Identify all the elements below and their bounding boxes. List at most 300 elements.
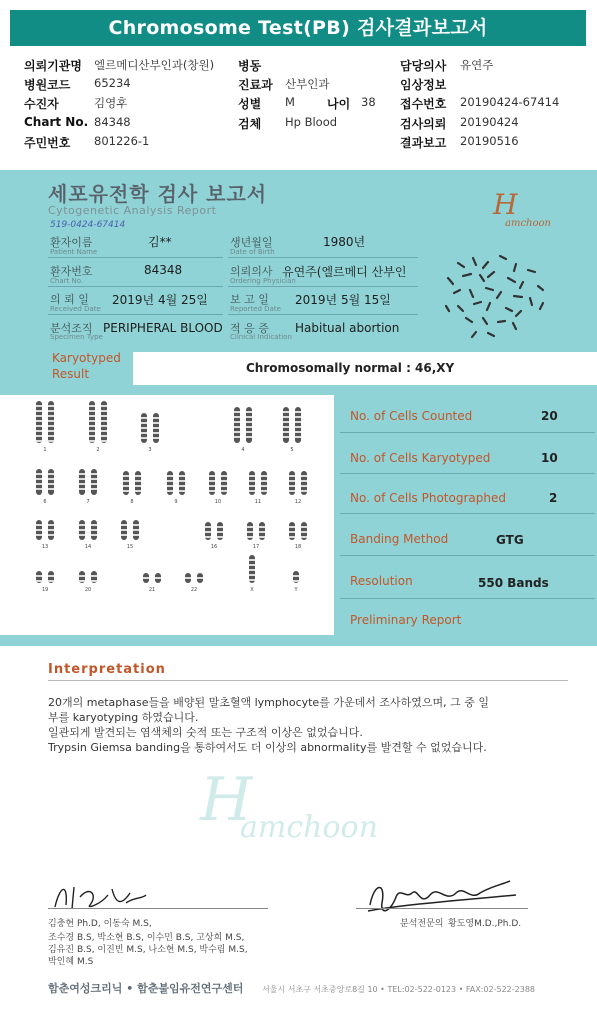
chromosome-band — [283, 436, 289, 438]
chromosome-band — [101, 430, 107, 432]
chromosome-number: 14 — [84, 544, 92, 550]
info-label: 병동 — [238, 59, 262, 73]
report-kr-title: 세포유전학 검사 보고서 — [48, 182, 268, 206]
chromosome-band — [295, 426, 301, 428]
specialist-name: 황도영M.D.,Ph.D. — [448, 919, 522, 929]
chromosome-band — [221, 490, 227, 492]
chromosome-band — [205, 531, 211, 533]
chromosome-band — [295, 411, 301, 413]
chromosome-number: 3 — [148, 447, 152, 453]
chromosome-band — [135, 480, 141, 482]
chromosome-band — [246, 426, 252, 428]
chromosome-number: 7 — [86, 499, 90, 505]
chromosome-band — [153, 417, 159, 419]
chromosome-number: 10 — [214, 499, 222, 505]
field-label: 생년월일 — [230, 236, 273, 249]
divider — [48, 680, 568, 681]
divider — [340, 513, 595, 514]
chromosome-band — [301, 475, 307, 477]
signature-line — [356, 908, 528, 909]
chromosome-band — [249, 569, 255, 571]
chromosome-band — [249, 579, 255, 581]
chromosome-band — [48, 430, 54, 432]
clinic-name: 함춘여성크리닉 • 함춘불임유전연구센터 — [48, 982, 244, 995]
chromosome-band — [247, 536, 253, 538]
info-label: 진료과 — [238, 78, 273, 92]
chromosome-band — [249, 480, 255, 482]
chromosome-band — [48, 440, 54, 442]
chromosome-band — [289, 531, 295, 533]
chromosome-band — [259, 536, 265, 538]
clinic-address: 서울시 서초구 서초중앙로8길 10 • TEL:02-522-0123 • FAX:02-522-2388 — [262, 985, 536, 994]
chromosome-band — [36, 483, 42, 485]
chromosome-band — [234, 426, 240, 428]
chromosome-band — [101, 420, 107, 422]
chromosome-band — [101, 410, 107, 412]
chromosome-band — [36, 478, 42, 480]
chromosome-band — [293, 575, 299, 577]
patient-name: 김** — [148, 235, 172, 249]
chromosome-band — [301, 531, 307, 533]
chromosome-number: 20 — [84, 587, 92, 593]
chromosome-band — [259, 531, 265, 533]
chromosome-number: 17 — [252, 544, 260, 550]
chromosome-band — [48, 534, 54, 536]
chromosome-band — [249, 475, 255, 477]
chromosome-band — [249, 574, 255, 576]
chromosome-band — [141, 432, 147, 434]
chromosome-band — [135, 485, 141, 487]
chromosome-band — [79, 478, 85, 480]
chromosome-number: 2 — [96, 447, 100, 453]
received-date: 2019년 4월 25일 — [112, 293, 208, 307]
field-en-label: Date of Birth — [230, 248, 275, 256]
chromosome-number: 18 — [294, 544, 302, 550]
info-value: 20190424-67414 — [460, 95, 560, 109]
chromosome-band — [249, 564, 255, 566]
info-value: 산부인과 — [285, 77, 330, 91]
chromosome-band — [79, 575, 85, 577]
chromosome-band — [249, 559, 255, 561]
divider — [228, 286, 418, 287]
chromosome-band — [289, 485, 295, 487]
info-value: 20190516 — [460, 134, 519, 148]
chromosome-band — [91, 575, 97, 577]
chromosome-band — [79, 534, 85, 536]
chromosome-band — [101, 415, 107, 417]
interpretation-title: Interpretation — [48, 662, 166, 677]
chromosome-band — [79, 524, 85, 526]
info-label: 검체 — [238, 117, 262, 131]
info-label: 주민번호 — [24, 136, 71, 150]
field-label: 의 뢰 일 — [50, 293, 89, 306]
info-label: 수진자 — [24, 97, 59, 111]
chromosome-band — [91, 488, 97, 490]
hamchoon-logo — [485, 188, 565, 238]
chromosome-band — [48, 483, 54, 485]
staff-names: 김충현 Ph.D, 이동숙 M.S, — [48, 919, 152, 929]
chromosome-band — [133, 529, 139, 531]
chromosome-band — [36, 410, 42, 412]
karyotyped-result-label — [52, 350, 121, 382]
chromosome-band — [167, 485, 173, 487]
divider — [228, 257, 418, 258]
chromosome-band — [283, 411, 289, 413]
report-en-title: Cytogenetic Analysis Report — [48, 204, 217, 217]
chromosome-band — [217, 536, 223, 538]
right-signature — [360, 875, 520, 920]
divider — [48, 314, 223, 315]
hamchoon-watermark — [200, 765, 420, 865]
chromosome-band — [48, 580, 54, 582]
chromosome-band — [234, 421, 240, 423]
chromosome-band — [234, 431, 240, 433]
chromosome-band — [48, 524, 54, 526]
chromosome-band — [101, 425, 107, 427]
chromosome-band — [197, 577, 203, 579]
chromosome-band — [179, 485, 185, 487]
chromosome-band — [141, 437, 147, 439]
chromosome-number: 9 — [174, 499, 178, 505]
chart-number: 84348 — [144, 263, 183, 277]
chromosome-band — [301, 485, 307, 487]
stats-label: Preliminary Report — [350, 613, 462, 627]
chromosome-band — [246, 436, 252, 438]
chromosome-band — [301, 536, 307, 538]
chromosome-band — [89, 420, 95, 422]
watermark-text: amchoon — [240, 810, 378, 845]
report-title: Chromosome Test(PB) 검사결과보고서 — [10, 10, 586, 46]
age-value: 38 — [361, 95, 376, 109]
chromosome-band — [153, 422, 159, 424]
specimen-type: PERIPHERAL BLOOD — [103, 321, 223, 335]
chromosome-band — [301, 480, 307, 482]
chromosome-band — [123, 480, 129, 482]
chromosome-band — [153, 432, 159, 434]
chromosome-band — [259, 526, 265, 528]
divider — [340, 432, 595, 433]
chromosome-band — [48, 435, 54, 437]
chromosome-band — [36, 529, 42, 531]
chromosome-band — [91, 534, 97, 536]
info-value: M — [285, 95, 295, 109]
chromosome-band — [101, 440, 107, 442]
chromosome-band — [121, 534, 127, 536]
stats-label: No. of Cells Photographed — [350, 491, 506, 505]
chromosome-band — [261, 480, 267, 482]
interpretation-line: 일관되게 발견되는 염색체의 숫적 또는 구조적 이상은 없었습니다. — [48, 726, 363, 739]
specialist-label: 분석전문의 — [400, 919, 444, 929]
stats-value: 2 — [549, 491, 558, 505]
chromosome-band — [121, 524, 127, 526]
chromosome-band — [48, 575, 54, 577]
chromosome-band — [141, 417, 147, 419]
divider — [48, 257, 223, 258]
chromosome-band — [36, 430, 42, 432]
chromosome-band — [101, 405, 107, 407]
info-value: 84348 — [94, 115, 131, 129]
karyotyped-label-line2: Result — [52, 367, 90, 381]
chromosome-band — [234, 416, 240, 418]
chromosome-band — [36, 524, 42, 526]
chromosome-band — [36, 473, 42, 475]
field-en-label: Chart No. — [50, 277, 84, 285]
chromosome-band — [101, 435, 107, 437]
chromosome-band — [79, 483, 85, 485]
chromosome-band — [79, 529, 85, 531]
interpretation-line: Trypsin Giemsa banding을 통하여서도 더 이상의 abnormality를 발견할 수 없었습니다. — [48, 741, 487, 754]
chromosome-band — [89, 440, 95, 442]
chromosome-number: 16 — [210, 544, 218, 550]
chromosome-number: 1 — [43, 447, 47, 453]
chromosome-band — [89, 405, 95, 407]
chromosome-band — [246, 411, 252, 413]
chromosome-band — [153, 427, 159, 429]
chromosome-band — [143, 577, 149, 579]
chromosome-band — [234, 436, 240, 438]
field-label: 보 고 일 — [230, 293, 269, 306]
chromosome-band — [295, 416, 301, 418]
info-label: Chart No. — [24, 115, 89, 129]
divider — [228, 314, 418, 315]
karyotype-result: Chromosomally normal : 46,XY — [246, 361, 455, 375]
stats-value: GTG — [496, 533, 524, 547]
field-en-label: Specimen Type — [50, 333, 103, 341]
chromosome-number: 21 — [148, 587, 156, 593]
chromosome-band — [249, 490, 255, 492]
stats-label: No. of Cells Counted — [350, 409, 473, 423]
chromosome-band — [283, 421, 289, 423]
cytogenetic-report-panel — [0, 170, 597, 646]
chromosome-band — [89, 410, 95, 412]
chromosome-band — [289, 526, 295, 528]
chromosome-band — [89, 415, 95, 417]
info-value: 김영후 — [94, 96, 128, 110]
karyogram-svg — [0, 395, 334, 635]
chromosome-band — [91, 529, 97, 531]
stats-label: Banding Method — [350, 532, 449, 546]
chromosome-band — [295, 421, 301, 423]
chromosome — [79, 469, 85, 495]
chromosome-number: 6 — [43, 499, 47, 505]
chromosome-band — [247, 531, 253, 533]
chromosome-band — [246, 421, 252, 423]
chromosome-band — [289, 490, 295, 492]
clinical-indication: Habitual abortion — [295, 321, 400, 335]
info-label: 검사의뢰 — [400, 117, 447, 131]
staff-names: 조수경 B.S, 박소현 B.S, 이수민 B.S, 고상희 M.S, — [48, 933, 245, 943]
info-label: 결과보고 — [400, 136, 447, 150]
info-label: 병원코드 — [24, 78, 71, 92]
chromosome-band — [36, 425, 42, 427]
chromosome-number: 15 — [126, 544, 134, 550]
chromosome-band — [209, 490, 215, 492]
interpretation-line: 부를 karyotyping 하였습니다. — [48, 711, 199, 724]
chromosome-band — [48, 478, 54, 480]
chromosome-number: Y — [294, 587, 298, 593]
chromosome-band — [36, 405, 42, 407]
signature-line — [48, 908, 268, 909]
chromosome-band — [48, 420, 54, 422]
chromosome-band — [79, 488, 85, 490]
chromosome-band — [246, 416, 252, 418]
result-box — [133, 352, 597, 385]
karyogram-image — [0, 395, 334, 635]
chromosome-band — [221, 480, 227, 482]
chromosome-band — [167, 480, 173, 482]
stats-value: 10 — [541, 451, 558, 465]
chromosome-band — [36, 440, 42, 442]
stats-label: No. of Cells Karyotyped — [350, 451, 491, 465]
stats-label: Resolution — [350, 574, 413, 588]
chromosome-band — [209, 475, 215, 477]
chromosome-band — [247, 526, 253, 528]
field-label: 환자이름 — [50, 236, 93, 249]
info-label: 담당의사 — [400, 59, 447, 73]
chromosome-number: 19 — [41, 587, 49, 593]
chromosome-band — [141, 422, 147, 424]
chromosome-band — [48, 488, 54, 490]
field-en-label: Reported Date — [230, 305, 281, 313]
chromosome-band — [209, 485, 215, 487]
field-label: 의뢰의사 — [230, 265, 273, 278]
chromosome-band — [141, 427, 147, 429]
chromosome-number: X — [250, 587, 254, 593]
chromosome-band — [167, 475, 173, 477]
chromosome-band — [289, 480, 295, 482]
chromosome-band — [185, 577, 191, 579]
chromosome-band — [283, 426, 289, 428]
field-en-label: Ordering Physician — [230, 277, 296, 285]
chromosome-band — [155, 577, 161, 579]
info-label: 접수번호 — [400, 97, 447, 111]
title-bar — [0, 0, 597, 58]
chromosome-band — [89, 435, 95, 437]
chromosome — [91, 469, 97, 495]
chromosome-number: 12 — [294, 499, 302, 505]
field-en-label: Patient Name — [50, 248, 98, 256]
info-value: 65234 — [94, 76, 131, 90]
chromosome-band — [48, 425, 54, 427]
chromosome-band — [121, 529, 127, 531]
chromosome-band — [123, 485, 129, 487]
chromosome-band — [36, 435, 42, 437]
chromosome-band — [289, 475, 295, 477]
chromosome-band — [295, 431, 301, 433]
chromosome-band — [153, 437, 159, 439]
chromosome-band — [91, 483, 97, 485]
chromosome-band — [91, 524, 97, 526]
karyotyped-label-line1: Karyotyped — [52, 351, 121, 365]
chromosome-band — [167, 490, 173, 492]
chromosome-band — [179, 480, 185, 482]
chromosome-band — [36, 575, 42, 577]
interpretation-line: 20개의 metaphase들을 배양된 말초혈액 lymphocyte를 가운데서 조사하였으며, 그 중 일 — [48, 696, 489, 709]
request-info — [0, 55, 597, 155]
chromosome-band — [123, 490, 129, 492]
chromosome-band — [221, 485, 227, 487]
chromosome-band — [261, 490, 267, 492]
chromosome-band — [135, 490, 141, 492]
chromosome — [36, 469, 42, 495]
chromosome-band — [249, 485, 255, 487]
chromosome-band — [205, 536, 211, 538]
chromosome-band — [133, 534, 139, 536]
chromosome-band — [295, 436, 301, 438]
divider — [340, 473, 595, 474]
metaphase-spread-image — [428, 248, 558, 343]
ordering-physician: 유연주(엘르메디 산부인 — [282, 265, 407, 279]
chromosome-number: 8 — [130, 499, 134, 505]
chromosome-band — [209, 480, 215, 482]
chromosome-band — [89, 425, 95, 427]
chromosome-band — [91, 580, 97, 582]
staff-names: 박인혜 M.S — [48, 957, 94, 967]
chromosome-band — [179, 490, 185, 492]
info-value: 20190424 — [460, 115, 519, 129]
logo-text: amchoon — [505, 218, 551, 229]
field-label: 환자번호 — [50, 265, 93, 278]
chromosome-band — [246, 431, 252, 433]
chromosome-band — [48, 529, 54, 531]
divider — [340, 555, 595, 556]
chromosome-band — [261, 475, 267, 477]
left-signature — [50, 875, 150, 915]
chromosome-band — [217, 526, 223, 528]
chromosome-number: 5 — [290, 447, 294, 453]
age-label: 나이 — [327, 97, 351, 111]
chromosome-band — [135, 475, 141, 477]
chromosome-band — [36, 580, 42, 582]
handwritten-number: 519-0424-67414 — [50, 220, 126, 230]
chromosome-band — [301, 490, 307, 492]
chromosome-band — [91, 478, 97, 480]
field-en-label: Received Date — [50, 305, 101, 313]
chromosome-band — [91, 473, 97, 475]
chromosome-band — [79, 473, 85, 475]
chromosome-band — [36, 488, 42, 490]
chromosome-band — [123, 475, 129, 477]
chromosome-band — [301, 526, 307, 528]
chromosome-band — [36, 415, 42, 417]
chromosome-band — [221, 475, 227, 477]
staff-names: 김유진 B.S, 이진빈 M.S, 나소현 M.S, 박수림 M.S, — [48, 945, 248, 955]
info-value: 801226-1 — [94, 134, 150, 148]
watermark-h: H — [200, 765, 253, 835]
chromosome-band — [36, 534, 42, 536]
divider — [48, 286, 223, 287]
chromosome-band — [289, 536, 295, 538]
interpretation-text — [48, 695, 568, 755]
chromosome-number: 11 — [254, 499, 262, 505]
info-label: 의뢰기관명 — [24, 59, 82, 73]
logo-h: H — [493, 188, 518, 221]
chromosome-band — [48, 410, 54, 412]
chromosome-band — [179, 475, 185, 477]
chromosome-band — [36, 420, 42, 422]
chromosome-band — [79, 580, 85, 582]
chromosome-band — [234, 411, 240, 413]
chromosome-band — [48, 473, 54, 475]
info-value: 유연주 — [460, 58, 494, 72]
field-label: 분석조직 — [50, 322, 93, 335]
chromosome-band — [48, 405, 54, 407]
chromosome-band — [283, 431, 289, 433]
chromosome-number: 13 — [41, 544, 49, 550]
info-value: 엘르메디산부인과(창원) — [94, 58, 215, 72]
field-en-label: Clinical Indication — [230, 333, 292, 341]
chromosome — [48, 469, 54, 495]
